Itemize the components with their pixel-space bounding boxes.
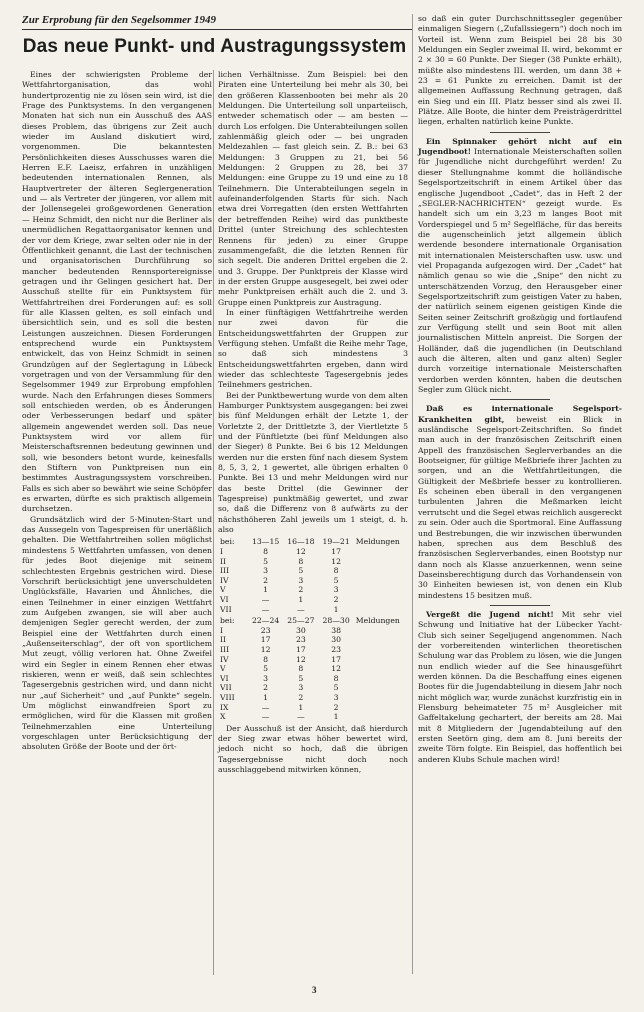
table-cell: — [297, 604, 305, 614]
section-krankheiten [418, 404, 622, 601]
table-cell: 3 [298, 575, 304, 585]
table-cell: IV [220, 654, 229, 664]
table-row [218, 626, 408, 636]
table-cell: — [261, 604, 270, 614]
article-title: Das neue Punkt- und Austragungssystem [22, 36, 407, 57]
table-cell: 8 [298, 664, 304, 674]
table-cell: 2 [298, 585, 304, 595]
section-body: Mit sehr viel Schwung und Initiative hat der Lübecker Yacht-Club sich seiner Segeljugend angenommen. Nach der vorbereitenden winterlichen theoretischen Schulung war das Problem zu lösen, wie die Jungen nun endlich wieder auf die See hinausgeführt werden können. Da die Beschaffung eines eigenen Bootes für die Jugendabteilung in diesem Jahr noch nicht möglich war, wurde zunächst kurzfristig ein in Flensburg beheimateter 75 m² Ausgleicher mit Gaffeltakelung gechartert, der bereits am 28. Mai mit 8 Mitgliedern der Jugendabteilung auf den ersten Seetörn ging, dem am 8. Juni bereits der zweite Törn folgte. Ein Beispiel, das hoffentlich bei anderen Klubs Schule machen wird! [418, 609, 622, 764]
table-cell: 1 [263, 692, 269, 702]
table-row [218, 585, 408, 595]
table-cell: VI [220, 673, 229, 683]
section-heading: Ein Spinnaker gehört nicht auf ein Jugendboot! [418, 136, 622, 157]
paragraph: Bei der Punktbewertung wurde von dem alten Hamburger Punktsystem ausgegangen: bei zwei bis fünf Meldungen erhält der Letzte 1, der Vorletzte 2, der Drittletzte 3, der Viertletzte 5 und der Fünftletzte (bei fünf Meldungen also der Sieger) 8 Punkte. Bei 6 bis 12 Meldungen werden nur die ersten fünf nach diesem System 8, 5, 3, 2, 1 gewertet, alle übrigen erhalten 0 Punkte. Bei 13 und mehr Meldungen wird nur das beste Drittel (die Gewinner der Tagespreise) punktmäßig gewertet, und zwar so, daß die Differenz von 8 aufwärts zu der nächsthöheren Zahl jeweils um 1 steigt, d. h. also [218, 390, 408, 535]
table-cell: I [220, 625, 224, 635]
table-cell: 30 [295, 625, 306, 635]
running-head: Zur Erprobung für den Segelsommer 1949 [22, 14, 217, 26]
table-cell: 30 [331, 635, 341, 645]
table-cell: 8 [333, 566, 339, 576]
column-3 [418, 14, 622, 765]
section-divider [490, 399, 550, 400]
section-divider [490, 132, 550, 133]
table-cell: 12 [295, 547, 306, 557]
table-cell: III [220, 566, 230, 576]
table-cell: 1 [333, 712, 339, 722]
table-header-cell: 25—27 [287, 616, 315, 626]
table-cell: 12 [331, 664, 341, 674]
table-cell: V [220, 664, 226, 674]
table-cell: IV [220, 575, 229, 585]
table-cell: VII [220, 683, 232, 693]
table-cell: II [220, 556, 227, 566]
table-cell: 3 [333, 585, 339, 595]
table-cell: 17 [331, 654, 341, 664]
table-cell: V [220, 585, 226, 595]
table-row [218, 674, 408, 684]
table-cell: X [220, 712, 226, 722]
table-header-row [218, 616, 408, 626]
table-cell: IX [220, 702, 229, 712]
table-cell: 2 [333, 702, 339, 712]
section-heading: Daß es internationale Segelsport-Krankheiten gibt, [418, 404, 622, 424]
table-cell: 8 [333, 673, 339, 683]
table-cell: 23 [331, 645, 341, 654]
points-table-1 [218, 537, 408, 614]
table-cell: VI [220, 595, 229, 605]
table-row [218, 683, 408, 693]
table-cell: 1 [263, 585, 269, 595]
table-cell: I [220, 547, 224, 557]
header-rule [22, 29, 412, 30]
section-body: Internationale Meisterschaften sollen für Jugendliche nicht durchgeführt werden! Zu dieser Stellungnahme kommt die holländische Segelsportzeitschrift in einem Artikel über das englische Jugendboot „Cadet“, das in Heft 2 der „SEGLER-NACHRICHTEN“ gezeigt wurde. Es handelt sich um ein 3,23 m langes Boot mit Vorderspiegel und 5 m² Segelfläche, für das bereits die augenscheinlich jetzt allgemein üblich werdende besondere internationale Organisation mit internationalen Meisterschaften usw. usw. und viel Propaganda aufgezogen wird. Der „Cadet“ hat nämlich genau so wie die „Snipe“ den nicht zu unterschätzenden Vorzug, den Herausgeber einer Segelsportzeitschrift zum geistigen Vater zu haben, der natürlich seinem eigenen geistigen Kinde die Seiten seiner Zeitschrift großzügig und fortlaufend zur Verfügung stellt und sein Boot mit allen journalistischen Mitteln anpreist. Die Sorgen der Holländer, daß die jugendlichen (in Deutschland auch die älteren, alten und ganz alten) Segler durch vorzeitige internationale Meisterschaften verdorben werden könnten, haben die deutschen Segler zum Glück nicht. [418, 147, 622, 395]
table-header-cell: 13—15 [251, 537, 280, 547]
table-row [218, 703, 408, 713]
table-cell: 23 [260, 625, 271, 635]
table-header-cell: Meldungen [355, 537, 400, 547]
paragraph: Eines der schwierigsten Probleme der Wettfahrtorganisation, das wohl hundertprozentig nie zu lösen sein wird, ist die Frage des Punktsystems. In den vergangenen Monaten hat sich nun ein Ausschuß des AAS dieses Problem, das übrigens zur Zeit auch wieder im Ausland diskutiert wird, vorgenommen. Die bekanntesten Persönlichkeiten dieses Ausschusses waren die Herren E.F. Laeisz, erfahren in unzähligen bedeutenden internationalen Rennen, als Hauptvertreter der älteren Seglergeneration und — als Vertreter der jüngeren, vor allem mit der Jollensegelei großgewordenen Generation — Heinz Schmidt, den nicht nur die Berliner als unermüdlichen Regattaorganisator kennen und der vor dem Kriege, zwar selten oder nie in der Öffentlichkeit genannt, die Last der technischen und organisatorischen Durchführung so mancher bedeutenden Rennsportereignisse getragen und ihr Gelingen gesichert hat. Der Ausschuß stellte für ein Punktsystem für Wettfahrtreihen drei Forderungen auf: es soll für alle Klassen gelten, es soll einfach und übersichtlich sein, und es soll die besten Leistungen auszeichnen. Diesen Forderungen entsprechend wurde ein Punktsystem entwickelt, das von Heinz Schmidt in seinen Grundzügen auf der Seglertagung in Lübeck vorgetragen und von der Versammlung für den Segelsommer 1949 zur Erprobung empfohlen wurde. Nach den Erfahrungen dieses Sommers soll entschieden werden, ob es Änderungen oder Verbesserungen bedarf und später allgemein angewendet werden soll. Das neue Punktsystem wird vor allem für Meisterschaftsrennen bedeutung gewinnen und soll, wie besonders betont wurde, keinesfalls den Stiftern von Punktpreisen nun ein bestimmtes Austragungssystem vorschreiben. Falls es sich aber so bewährt wie seine Schöpfer es erwarten, dürfte es sich praktisch allgemein durchsetzen. [22, 70, 212, 514]
table-cell: 8 [298, 556, 304, 566]
table-cell: 5 [333, 575, 339, 585]
table-cell: 12 [295, 654, 306, 664]
table-cell: 2 [263, 683, 269, 693]
table-cell: — [261, 595, 270, 605]
table-cell: 3 [263, 673, 269, 683]
table-header-cell: 22—24 [251, 616, 280, 626]
column-rule [412, 14, 413, 974]
table-row [218, 645, 408, 655]
table-cell: 2 [333, 595, 339, 605]
table-cell: 38 [331, 625, 341, 635]
table-cell: 1 [298, 595, 304, 605]
table-cell: 1 [333, 604, 339, 614]
table-row [218, 595, 408, 605]
table-row [218, 635, 408, 645]
table-header-cell: bei: [220, 616, 235, 626]
table-cell: 12 [331, 556, 341, 566]
table-row [218, 576, 408, 586]
table-cell: 5 [263, 664, 269, 674]
table-cell: 2 [298, 692, 304, 702]
table-cell: 1 [298, 702, 304, 712]
column-rule [213, 70, 214, 975]
paragraph: so daß ein guter Durchschnittssegler gegenüber einmaligen Siegern („Zufallssiegern“) doch noch im Vorteil ist. Wenn zum Beispiel bei 28 bis 30 Meldungen ein Segler zweimal II. wird, bekommt er 2 × 30 = 60 Punkte. Der Sieger (38 Punkte erhält), müßte also mindestens III. werden, um dann 38 + 23 = 61 Punkte zu erreichen. Damit ist der allgemeinen Auffassung Rechnung getragen, daß ein Sieg und ein III. Platz besser sind als zwei II. Plätze. Alle Boote, die hinter dem Preisträgerdrittel liegen, erhalten natürlich keine Punkte. [418, 14, 622, 127]
table-cell: 3 [333, 692, 339, 702]
table-cell: 2 [263, 575, 269, 585]
section-spinnaker [418, 137, 622, 396]
table-row [218, 712, 408, 722]
table-cell: VIII [220, 692, 235, 702]
section-divider [490, 605, 550, 606]
table-cell: VII [220, 604, 232, 614]
table-row [218, 557, 408, 567]
points-table-2 [218, 616, 408, 722]
table-header-row [218, 537, 408, 547]
table-header-cell: 28—30 [322, 616, 350, 626]
table-header-cell: 19—21 [322, 537, 350, 547]
table-cell: III [220, 645, 230, 654]
table-cell: 12 [260, 645, 271, 654]
table-cell: 3 [298, 683, 304, 693]
table-row [218, 547, 408, 557]
section-jugend [418, 610, 622, 765]
table-cell: 5 [298, 673, 304, 683]
table-cell: — [261, 712, 270, 722]
table-header-cell: bei: [220, 537, 235, 547]
table-row [218, 664, 408, 674]
table-cell: 5 [298, 566, 304, 576]
table-header-cell: 16—18 [287, 537, 315, 547]
table-cell: 5 [333, 683, 339, 693]
table-row [218, 655, 408, 665]
table-cell: 17 [295, 645, 306, 654]
table-cell: 3 [263, 566, 269, 576]
table-cell: — [297, 712, 305, 722]
section-body: beweist ein Blick in ausländische Segelsport-Zeitschriften. So findet man auch in der französischen Zeitschrift einen Appell des französischen Seglerverbandes an die Bootseigner, für gültige Meßbriefe ihrer Jachten zu sorgen, und an die Wettfahrtleitungen, die Gültigkeit der Meßbriefe besser zu kontrollieren. Es scheinen eben überall in den vergangenen turbulenten Jahren die Meßmarken leicht verrutscht und die Segel etwas reichlich ausgereckt zu sein. Oder auch die Sportmoral. Eine Auffassung und Bestrebungen, die wir inzwischen überwunden haben, sprechen aus dem Beschluß des französischen Seglerverbandes, einen Bootstyp nur dann noch als Klasse anzuerkennen, wenn seine Daseinsberechtigung durch das Vorhandensein von 30 Einheiten bewiesen ist, von denen ein Klub mindestens 15 besitzen muß. [418, 414, 623, 600]
paragraph: lichen Verhältnisse. Zum Beispiel: bei den Piraten eine Unterteilung bei mehr als 30, bei den größeren Klassenbooten bei mehr als 20 Meldungen. Die Unterteilung soll unparteiisch, entweder schematisch oder — am besten — durch Los erfolgen. Die Unterabteilungen sollen zahlenmäßig gleich oder — bei ungraden Meldezahlen — fast gleich sein. Z. B.: bei 63 Meldungen: 3 Gruppen zu 21, bei 56 Meldungen: 2 Gruppen zu 28, bei 37 Meldungen: eine Gruppe zu 19 und eine zu 18 Teilnehmern. Die Unterabteilungen segeln in aufeinanderfolgenden Starts für sich. Nach etwa drei Vorregatten (den ersten Wettfahrten der betreffenden Reihe) wird das punktbeste Drittel (unter Streichung des schlechtesten Rennens für jeden) zu einer Gruppe zusammengefaßt, die die letzten Rennen für sich segelt. Die anderen Drittel ergeben die 2. und 3. Gruppe. Der Punktpreis der Klasse wird in der ersten Gruppe ausgesegelt, bei zwei oder mehr Punktpreisen erhält auch die 2. und 3. Gruppe einen Punktpreis zur Austragung. [218, 70, 408, 307]
section-heading: Vergeßt die Jugend nicht! [426, 609, 554, 619]
table-cell: 5 [263, 556, 269, 566]
table-row [218, 605, 408, 615]
paragraph: Der Ausschuß ist der Ansicht, daß hierdurch der Sieg zwar etwas höher bewertet wird, jedoch nicht so hoch, daß die übrigen Tagesergebnisse nicht doch noch ausschlaggebend mitwirken können, [218, 723, 408, 775]
column-2 [218, 70, 408, 775]
table-cell: II [220, 635, 227, 645]
table-cell: 8 [263, 654, 269, 664]
table-cell: 23 [295, 635, 306, 645]
table-cell: 17 [331, 547, 341, 557]
paragraph: In einer fünftägigen Wettfahrtreihe werden nur zwei davon für die Entscheidungswettfahrten der Gruppen zur Verfügung stehen. Umfaßt die Reihe mehr Tage, so daß sich mindestens 3 Entscheidungswettfahrten ergeben, dann wird wieder das schlechteste Tagesergebnis jedes Teilnehmers gestrichen. [218, 307, 408, 390]
table-row [218, 566, 408, 576]
table-row [218, 693, 408, 703]
table-cell: — [261, 702, 270, 712]
paragraph: Grundsätzlich wird der 5-Minuten-Start und das Aussegeln von Tagespreisen für unerläßlich gehalten. Die Wettfahrtreihen sollen möglichst mindestens 5 Wettfahrten umfassen, von denen für jedes Boot diejenige mit seinem schlechtesten Ergebnis gestrichen wird. Diese Vorschrift berücksichtigt jene unverschuldeten Unglücksfälle, Havarien und Ähnliches, die einen Teilnehmer in einer einzigen Wettfahrt zum Aufgeben zwangen, sie will aber auch demjenigen Segler gerecht werden, der zum Beispiel eine der Wettfahrten durch einen „Außenseiterschlag“, der oft von sportlichem Mut zeugt, völlig verloren hat. Ohne Zweifel wird ein Segler in einem Rennen eher etwas riskieren, wenn er weiß, daß sein schlechtes Tagesergebnis gestrichen wird, und dann nicht nur „auf Sicherheit“ und „auf Punkte“ segeln. Um möglichst einwandfreien Sport zu ermöglichen, wird für die Klassen mit großen Teilnehmerzahlen eine Unterteilung vorgeschlagen unter Berücksichtigung der absoluten Größe der Boote und der ört- [22, 514, 212, 752]
table-cell: 17 [260, 635, 271, 645]
column-1 [22, 70, 212, 753]
page-number: 3 [312, 985, 317, 995]
table-header-cell: Meldungen [355, 616, 400, 626]
table-cell: 8 [263, 547, 269, 557]
